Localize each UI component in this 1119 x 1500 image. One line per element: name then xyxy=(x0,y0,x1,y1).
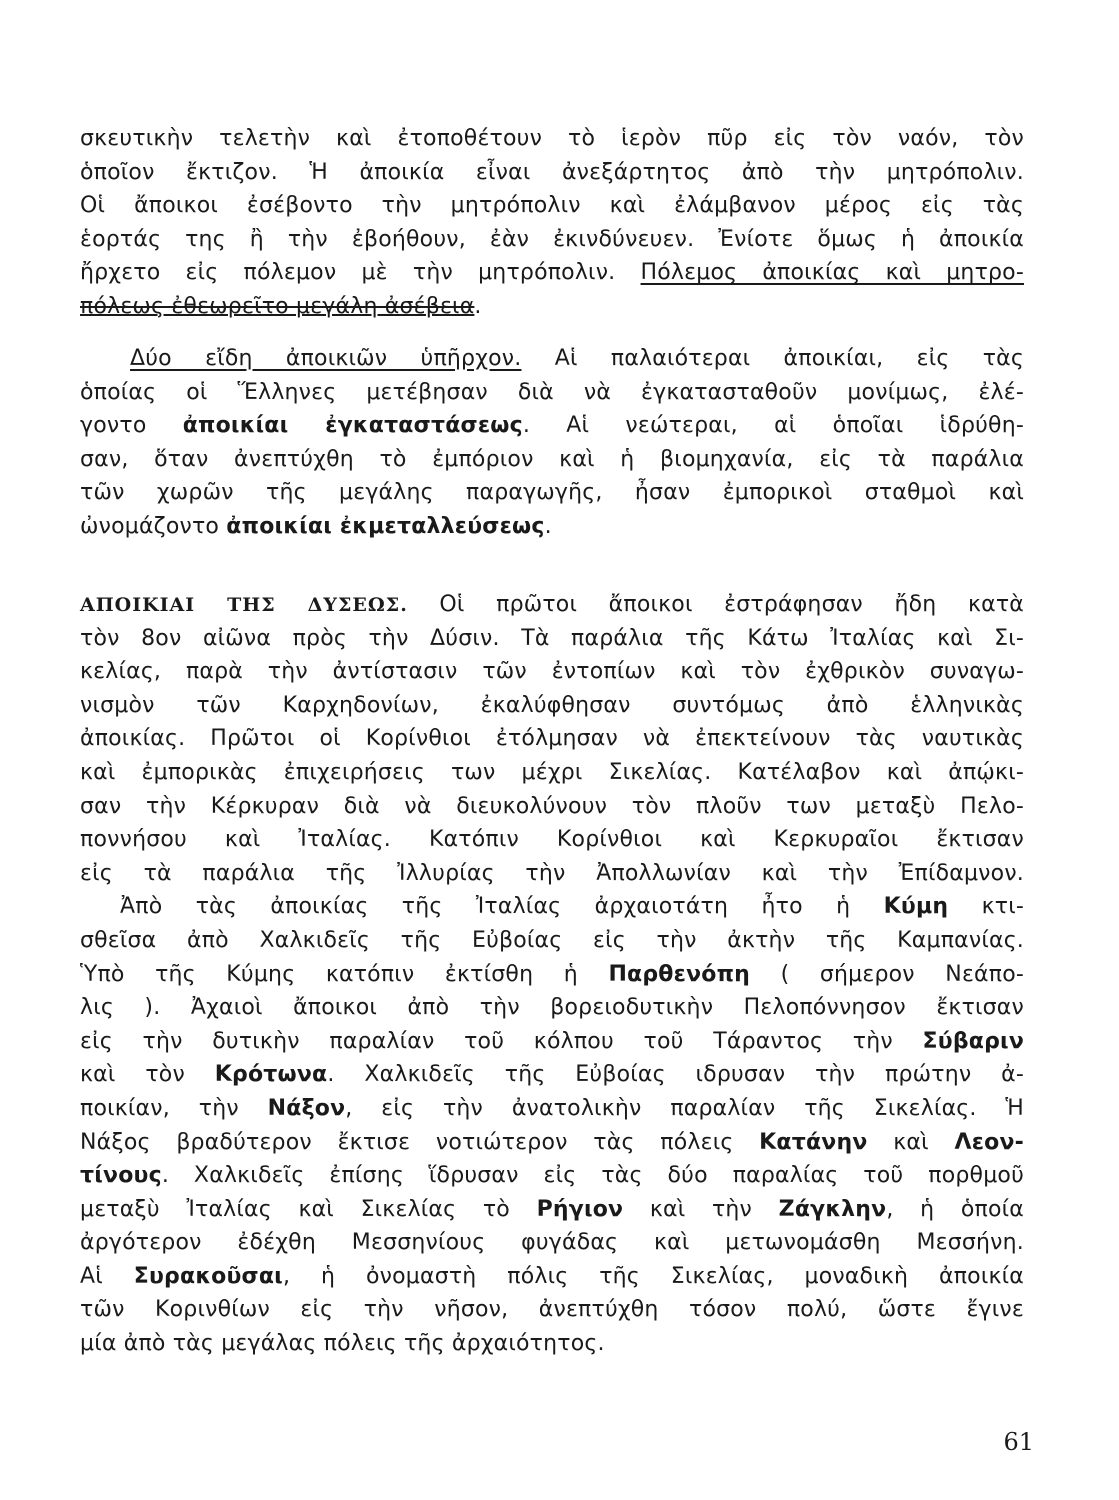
paragraph-western-colonies xyxy=(80,588,1024,1361)
text-line: εἰς τὰ παράλια τῆς Ἰλλυρίας τὴν Ἀπολλωνίαν καὶ τὴν Ἐπίδαμνον. xyxy=(80,860,1024,886)
text-line: σθεῖσα ἀπὸ Χαλκιδεῖς τῆς Εὐβοίας εἰς τὴν ἀκτὴν τῆς Καμπανίας. xyxy=(80,927,1024,953)
bold-term: Λεον- xyxy=(954,1129,1024,1155)
bold-term: Ρήγιον xyxy=(536,1196,624,1222)
text-run: καὶ τὴν xyxy=(623,1196,779,1222)
text-run: καὶ xyxy=(867,1129,955,1155)
text-run: Νάξος βραδύτερον ἔκτισε νοτιώτερον τὰς πόλεις xyxy=(80,1129,760,1155)
text-line: ἀποικίας. Πρῶτοι οἱ Κορίνθιοι ἐτόλμησαν νὰ ἐπεκτείνουν τὰς ναυτικὰς xyxy=(80,726,1024,752)
text-line xyxy=(80,342,1024,376)
text-line xyxy=(80,1126,1024,1160)
text-run: ὠνομάζοντο xyxy=(80,513,227,539)
text-line xyxy=(80,1260,1024,1294)
text-line xyxy=(80,1025,1024,1059)
text-run: Ἀπὸ τὰς ἀποικίας τῆς Ἰταλίας ἀρχαιοτάτη ἦτο ἡ xyxy=(120,894,884,920)
text-line xyxy=(80,1092,1024,1126)
bold-term: Σύβαριν xyxy=(922,1028,1024,1054)
text-run: μεταξὺ Ἰταλίας καὶ Σικελίας τὸ xyxy=(80,1196,537,1222)
text-line: τῶν χωρῶν τῆς μεγάλης παραγωγῆς, ἦσαν ἐμπορικοὶ σταθμοὶ καὶ xyxy=(80,480,1024,506)
text-run: γοντο xyxy=(80,413,183,439)
text-run: Αἱ παλαιότεραι ἀποικίαι, εἰς τὰς xyxy=(521,346,1024,371)
text-line: ὁποῖον ἔκτιζον. Ἡ ἀποικία εἶναι ἀνεξάρτητος ἀπὸ τὴν μητρόπολιν. xyxy=(80,159,1024,185)
text-line: σαν τὴν Κέρκυραν διὰ νὰ διευκολύνουν τὸν πλοῦν των μεταξὺ Πελο- xyxy=(80,793,1024,819)
text-run: Ὑπὸ τῆς Κύμης κατόπιν ἐκτίσθη ἡ xyxy=(80,961,609,987)
text-run: , ἡ ὀνομαστὴ πόλις τῆς Σικελίας, μοναδικὴ ἀποικία xyxy=(282,1263,1024,1289)
text-line xyxy=(80,409,1024,443)
bold-term: Συρακοῦσαι xyxy=(133,1263,283,1289)
text-run: . Χαλκιδεῖς ἐπίσης ἵδρυσαν εἰς τὰς δύο παραλίας τοῦ πορθμοῦ xyxy=(161,1163,1024,1189)
text-line: ἀργότερον ἐδέχθη Μεσσηνίους φυγάδας καὶ μετωνομάσθη Μεσσήνη. xyxy=(80,1230,1024,1256)
text-line xyxy=(80,1159,1024,1193)
text-line: καὶ ἐμπορικὰς ἐπιχειρήσεις των μέχρι Σικελίας. Κατέλαβον καὶ ἀπῴκι- xyxy=(80,759,1024,785)
bold-term: Κατάνην xyxy=(759,1129,868,1155)
underlined-phrase: Πόλεμος ἀποικίας καὶ μητρο- xyxy=(640,260,1024,286)
text-run: Οἱ πρῶτοι ἄποικοι ἐστράφησαν ἤδη κατὰ xyxy=(407,592,1024,617)
text-run: ποικίαν, τὴν xyxy=(80,1095,268,1121)
text-run: . Χαλκιδεῖς τῆς Εὐβοίας ιδρυσαν τὴν πρώτην ἀ- xyxy=(327,1062,1025,1088)
page-number: 61 xyxy=(1003,1428,1034,1456)
paragraph-colony-relations xyxy=(80,122,1024,324)
bold-term: Παρθενόπη xyxy=(608,961,751,987)
text-run: , ἡ ὁποία xyxy=(886,1196,1024,1222)
text-line: ποννήσου καὶ Ἰταλίας. Κατόπιν Κορίνθιοι καὶ Κερκυραῖοι ἔκτισαν xyxy=(80,827,1024,853)
text-line: ὁποίας οἱ Ἕλληνες μετέβησαν διὰ νὰ ἐγκατασταθοῦν μονίμως, ἐλέ- xyxy=(80,379,1024,405)
text-line: λις ). Ἀχαιοὶ ἄποικοι ἀπὸ τὴν βορειοδυτικὴν Πελοπόννησον ἔκτισαν xyxy=(80,995,1024,1021)
text-line xyxy=(80,510,1024,544)
bold-term: Νάξον xyxy=(267,1095,346,1121)
text-run: Αἱ xyxy=(80,1263,134,1289)
text-run: . xyxy=(474,293,482,319)
bold-term: ἀποικίαι ἐγκαταστάσεως xyxy=(182,413,523,439)
text-line: τὸν 8ον αἰῶνα πρὸς τὴν Δύσιν. Τὰ παράλια τῆς Κάτω Ἰταλίας καὶ Σι- xyxy=(80,625,1024,651)
bold-term: Κύμη xyxy=(883,894,949,920)
text-line: νισμὸν τῶν Καρχηδονίων, ἐκαλύφθησαν συντόμως ἀπὸ ἑλληνικὰς xyxy=(80,692,1024,718)
text-line xyxy=(80,890,1024,924)
bold-term: Ζάγκλην xyxy=(778,1196,887,1222)
underlined-phrase: Δύο εἴδη ἀποικιῶν ὑπῆρχον. xyxy=(130,346,522,371)
text-line: σκευτικὴν τελετὴν καὶ ἐτοποθέτουν τὸ ἱερὸν πῦρ εἰς τὸν ναόν, τὸν xyxy=(80,126,1024,151)
section-heading: ΑΠΟΙΚΙΑΙ ΤΗΣ ΔΥΣΕΩΣ. xyxy=(80,594,408,616)
text-run: καὶ τὸν xyxy=(80,1062,215,1088)
text-run: κτι- xyxy=(948,894,1025,920)
text-run: , εἰς τὴν ἀνατολικὴν παραλίαν τῆς Σικελίας. Ἡ xyxy=(345,1095,1024,1121)
text-line xyxy=(80,1058,1024,1092)
text-line: κελίας, παρὰ τὴν ἀντίστασιν τῶν ἐντοπίων καὶ τὸν ἐχθρικὸν συναγω- xyxy=(80,659,1024,685)
text-run: εἰς τὴν δυτικὴν παραλίαν τοῦ κόλπου τοῦ Τάραντος τὴν xyxy=(80,1028,923,1054)
text-run: ( σήμερον Νεάπο- xyxy=(750,961,1025,987)
text-line xyxy=(80,256,1024,290)
bold-term: ἀποικίαι ἐκμεταλλεύσεως xyxy=(226,513,545,539)
bold-term: τίνους xyxy=(80,1163,162,1189)
text-line: Οἱ ἄποικοι ἐσέβοντο τὴν μητρόπολιν καὶ ἐλάμβανον μέρος εἰς τὰς xyxy=(80,193,1024,219)
text-run: ἤρχετο εἰς πόλεμον μὲ τὴν μητρόπολιν. xyxy=(80,260,616,286)
text-line: σαν, ὅταν ἀνεπτύχθη τὸ ἐμπόριον καὶ ἡ βιομηχανία, εἰς τὰ παράλια xyxy=(80,446,1024,472)
text-line xyxy=(80,1193,1024,1227)
text-line xyxy=(80,588,1024,622)
text-line: μία ἀπὸ τὰς μεγάλας πόλεις τῆς ἀρχαιότητος. xyxy=(80,1331,605,1357)
struck-phrase: πόλεως ἐθεωρεῖτο μεγάλη ἀσέβεια xyxy=(80,293,475,319)
text-run: . Αἱ νεώτεραι, αἱ ὁποῖαι ἱδρύθη- xyxy=(522,413,1024,439)
text-line: τῶν Κορινθίων εἰς τὴν νῆσον, ἀνεπτύχθη τόσον πολύ, ὥστε ἔγινε xyxy=(80,1297,1024,1323)
text-run: . xyxy=(544,513,552,539)
text-line xyxy=(80,958,1024,992)
paragraph-colony-types xyxy=(80,342,1024,544)
text-line xyxy=(80,290,1024,324)
text-line: ἑορτάς της ἢ τὴν ἐβοήθουν, ἐὰν ἐκινδύνευεν. Ἐνίοτε ὅμως ἡ ἀποικία xyxy=(80,226,1024,252)
bold-term: Κρότωνα xyxy=(214,1062,328,1088)
